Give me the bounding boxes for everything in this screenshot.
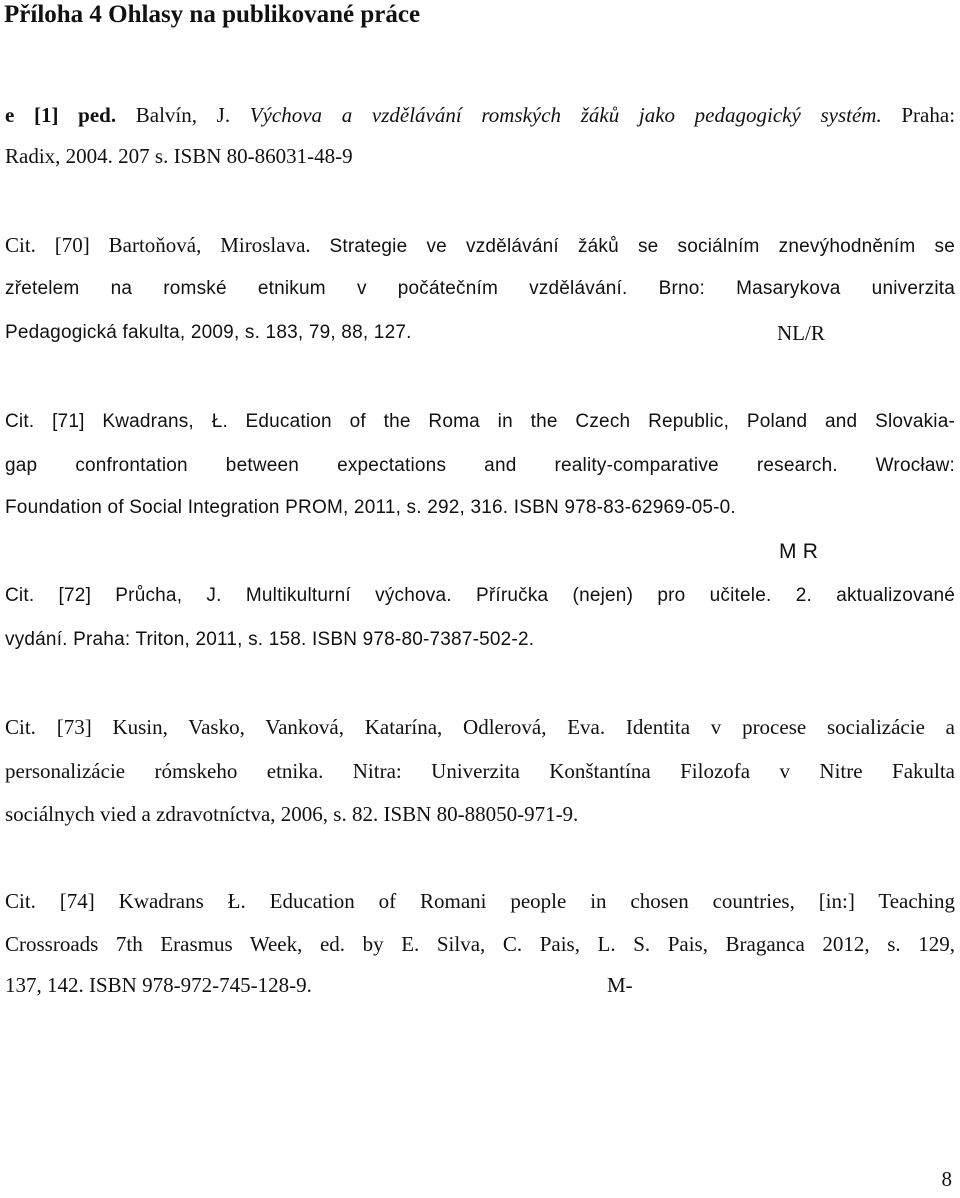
cit70-author: Cit. [70] Bartoňová, Miroslava.	[5, 233, 311, 257]
cit71-title-cont: gap confrontation between expectations and reality-comparative research.	[5, 455, 838, 476]
cit72-line2: vydání. Praha: Triton, 2011, s. 158. ISBN 978-80-7387-502-2.	[5, 629, 535, 650]
cit71-line2	[5, 451, 955, 479]
cit73-line1: Cit. [73] Kusin, Vasko, Vanková, Katarína, Odlerová, Eva. Identita v procese socializácie a	[5, 715, 955, 739]
cit70-line1	[5, 232, 955, 260]
cit72-line1: Cit. [72] Průcha, J. Multikulturní výchova. Příručka (nejen) pro učitele. 2. aktualizované	[5, 585, 955, 606]
entry1-line2: Radix, 2004. 207 s. ISBN 80-86031-48-9	[5, 144, 353, 168]
cit70-title: Strategie ve vzdělávání žáků se sociálním znevýhodněním se	[329, 236, 955, 257]
cit71-title: Education of the Roma in the Czech Republic, Poland and Slovakia-	[245, 411, 956, 432]
cit71-place: Wrocław:	[875, 455, 955, 476]
entry1-work-title: Výchova a vzdělávání romských žáků jako pedagogický systém.	[249, 103, 882, 127]
page-number: 8	[941, 1167, 952, 1191]
entry1-line1	[5, 102, 955, 128]
cit71-author: Cit. [71] Kwadrans, Ł.	[5, 411, 228, 432]
cit71-line1	[5, 407, 955, 435]
entry1-place: Praha:	[901, 103, 956, 127]
cit71-line3: Foundation of Social Integration PROM, 2011, s. 292, 316. ISBN 978-83-62969-05-0.	[5, 497, 736, 518]
cit73-line2: personalizácie rómskeho etnika. Nitra: Univerzita Konštantína Filozofa v Nitre Fakulta	[5, 759, 955, 783]
cit70-line3: Pedagogická fakulta, 2009, s. 183, 79, 88, 127.	[5, 322, 412, 343]
page-title: Příloha 4 Ohlasy na publikované práce	[4, 1, 421, 28]
cit70-line2: zřetelem na romské etnikum v počátečním vzdělávání. Brno: Masarykova univerzita	[5, 278, 955, 299]
cit71-mark: M R	[779, 540, 819, 563]
cit74-line1: Cit. [74] Kwadrans Ł. Education of Romani people in chosen countries, [in:] Teaching	[5, 889, 955, 913]
cit73-line3: sociálnych vied a zdravotníctva, 2006, s. 82. ISBN 80-88050-971-9.	[5, 802, 579, 826]
entry1-prefix: e [1] ped.	[5, 103, 117, 127]
cit74-mark: M-	[607, 973, 633, 997]
cit70-mark: NL/R	[777, 321, 825, 345]
cit74-line3: 137, 142. ISBN 978-972-745-128-9.	[5, 973, 312, 997]
cit74-line2: Crossroads 7th Erasmus Week, ed. by E. Silva, C. Pais, L. S. Pais, Braganca 2012, s. 129,	[5, 932, 955, 956]
entry1-author: Balvín, J.	[135, 103, 231, 127]
